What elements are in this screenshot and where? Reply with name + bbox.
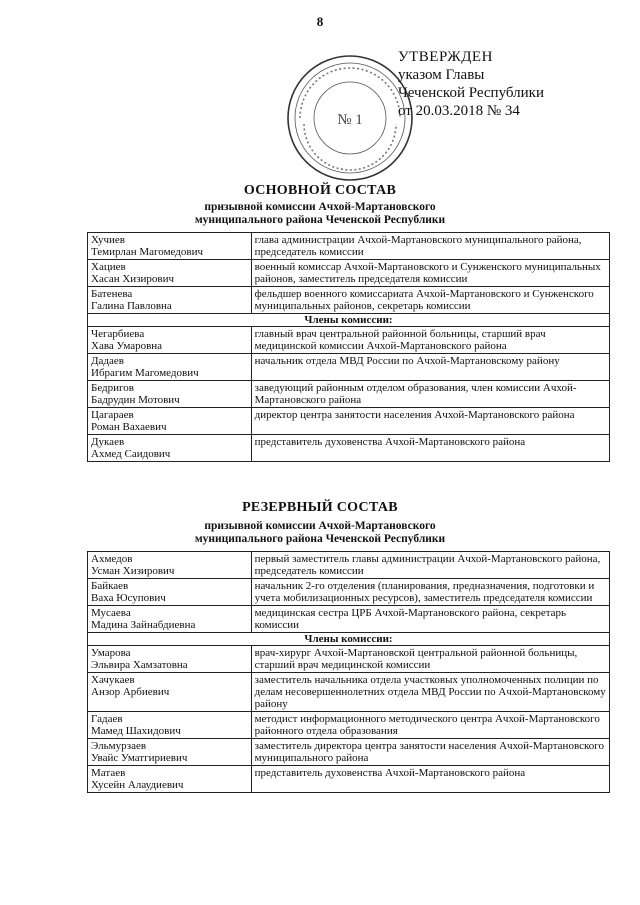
main-subheading-1: призывной комиссии Ачхой-Мартановского xyxy=(204,201,436,213)
member-given-name: Хасан Хизирович xyxy=(91,273,175,285)
seal-number: № 1 xyxy=(337,112,363,128)
member-surname: Бедригов xyxy=(91,382,134,394)
member-given-name: Увайс Уматгириевич xyxy=(91,752,188,764)
member-surname: Мусаева xyxy=(91,607,131,619)
member-role: фельдшер военного комиссариата Ачхой-Мартановского и Сунженского муниципальных районов, секретарь комиссии xyxy=(251,287,609,314)
main-roster-table xyxy=(87,232,610,462)
table-row xyxy=(88,354,610,381)
approval-title: УТВЕРЖДЕН xyxy=(398,49,493,65)
table-row xyxy=(88,233,610,260)
members-separator-row xyxy=(88,633,610,646)
reserve-subheading-1: призывной комиссии Ачхой-Мартановского xyxy=(204,520,436,532)
member-role: главный врач центральной районной больницы, старший врач медицинской комиссии Ачхой-Мартановского района xyxy=(251,327,609,354)
member-surname: Дадаев xyxy=(91,355,124,367)
member-surname: Умарова xyxy=(91,647,131,659)
members-separator-row xyxy=(88,314,610,327)
member-role: врач-хирург Ачхой-Мартановской центральной районной больницы, старший врач медицинской комиссии xyxy=(251,646,609,673)
member-surname: Хачукаев xyxy=(91,674,135,686)
member-surname: Гадаев xyxy=(91,713,123,725)
member-given-name: Мадина Зайнабдиевна xyxy=(91,619,196,631)
member-surname: Байкаев xyxy=(91,580,129,592)
member-role: директор центра занятости населения Ачхой-Мартановского района xyxy=(251,408,609,435)
member-role: медицинская сестра ЦРБ Ачхой-Мартановского района, секретарь комиссии xyxy=(251,606,609,633)
member-given-name: Хава Умаровна xyxy=(91,340,163,352)
members-label: Члены комиссии: xyxy=(88,314,610,327)
member-surname: Дукаев xyxy=(91,436,125,448)
table-row xyxy=(88,381,610,408)
member-role: глава администрации Ачхой-Мартановского муниципального района, председатель комиссии xyxy=(251,233,609,260)
member-surname: Ахмедов xyxy=(91,553,133,565)
table-row xyxy=(88,327,610,354)
main-heading: ОСНОВНОЙ СОСТАВ xyxy=(243,183,397,198)
member-surname: Эльмурзаев xyxy=(91,740,147,752)
member-role: военный комиссар Ачхой-Мартановского и Сунженского муниципальных районов, заместитель председателя комиссии xyxy=(251,260,609,287)
table-row xyxy=(88,766,610,793)
member-given-name: Ахмед Саидович xyxy=(91,448,171,460)
table-row xyxy=(88,673,610,712)
member-surname: Хучиев xyxy=(91,234,125,246)
member-role: заместитель начальника отдела участковых уполномоченных полиции по делам несовершеннолетних отдела МВД России по Ачхой-Мартановскому району xyxy=(251,673,609,712)
member-role: первый заместитель главы администрации Ачхой-Мартановского района, председатель комиссии xyxy=(251,552,609,579)
approval-stamp xyxy=(398,48,544,120)
page-number: 8 xyxy=(316,14,324,29)
member-given-name: Ваха Юсупович xyxy=(91,592,166,604)
member-role: заведующий районным отделом образования, член комиссии Ачхой-Мартановского района xyxy=(251,381,609,408)
approval-line4: от 20.03.2018 № 34 xyxy=(398,103,520,119)
official-seal-icon xyxy=(284,52,416,184)
member-surname: Батенева xyxy=(91,288,133,300)
member-given-name: Ибрагим Магомедович xyxy=(91,367,199,379)
table-row xyxy=(88,712,610,739)
member-given-name: Бадрудин Мотович xyxy=(91,394,180,406)
reserve-subheading-2: муниципального района Чеченской Республики xyxy=(194,533,446,545)
member-given-name: Темирлан Магомедович xyxy=(91,246,203,258)
member-given-name: Усман Хизирович xyxy=(91,565,175,577)
member-role: начальник отдела МВД России по Ачхой-Мартановскому району xyxy=(251,354,609,381)
approval-line2: указом Главы xyxy=(398,67,485,83)
table-row xyxy=(88,552,610,579)
member-given-name: Роман Вахаевич xyxy=(91,421,167,433)
member-given-name: Эльвира Хамзатовна xyxy=(91,659,188,671)
member-surname: Хациев xyxy=(91,261,126,273)
member-given-name: Галина Павловна xyxy=(91,300,172,312)
table-row xyxy=(88,408,610,435)
member-role: заместитель директора центра занятости населения Ачхой-Мартановского муниципального района xyxy=(251,739,609,766)
member-role: методист информационного методического центра Ачхой-Мартановского районного отдела образования xyxy=(251,712,609,739)
table-row xyxy=(88,435,610,462)
table-row xyxy=(88,606,610,633)
member-given-name: Хусейн Алаудиевич xyxy=(91,779,184,791)
member-given-name: Мамед Шахидович xyxy=(91,725,181,737)
table-row xyxy=(88,739,610,766)
member-role: начальник 2-го отделения (планирования, предназначения, подготовки и учета мобилизационных ресурсов), заместитель председателя комиссии xyxy=(251,579,609,606)
approval-line3: Чеченской Республики xyxy=(398,85,544,101)
member-surname: Цагараев xyxy=(91,409,134,421)
member-surname: Чегарбиева xyxy=(91,328,145,340)
table-row xyxy=(88,579,610,606)
table-row xyxy=(88,646,610,673)
member-role: представитель духовенства Ачхой-Мартановского района xyxy=(251,435,609,462)
table-row xyxy=(88,287,610,314)
member-surname: Матаев xyxy=(91,767,126,779)
main-subheading-2: муниципального района Чеченской Республики xyxy=(194,214,446,226)
reserve-heading: РЕЗЕРВНЫЙ СОСТАВ xyxy=(242,500,398,515)
members-label: Члены комиссии: xyxy=(88,633,610,646)
reserve-roster-table xyxy=(87,551,610,793)
table-row xyxy=(88,260,610,287)
member-given-name: Анзор Арбиевич xyxy=(91,686,170,698)
member-role: представитель духовенства Ачхой-Мартановского района xyxy=(251,766,609,793)
